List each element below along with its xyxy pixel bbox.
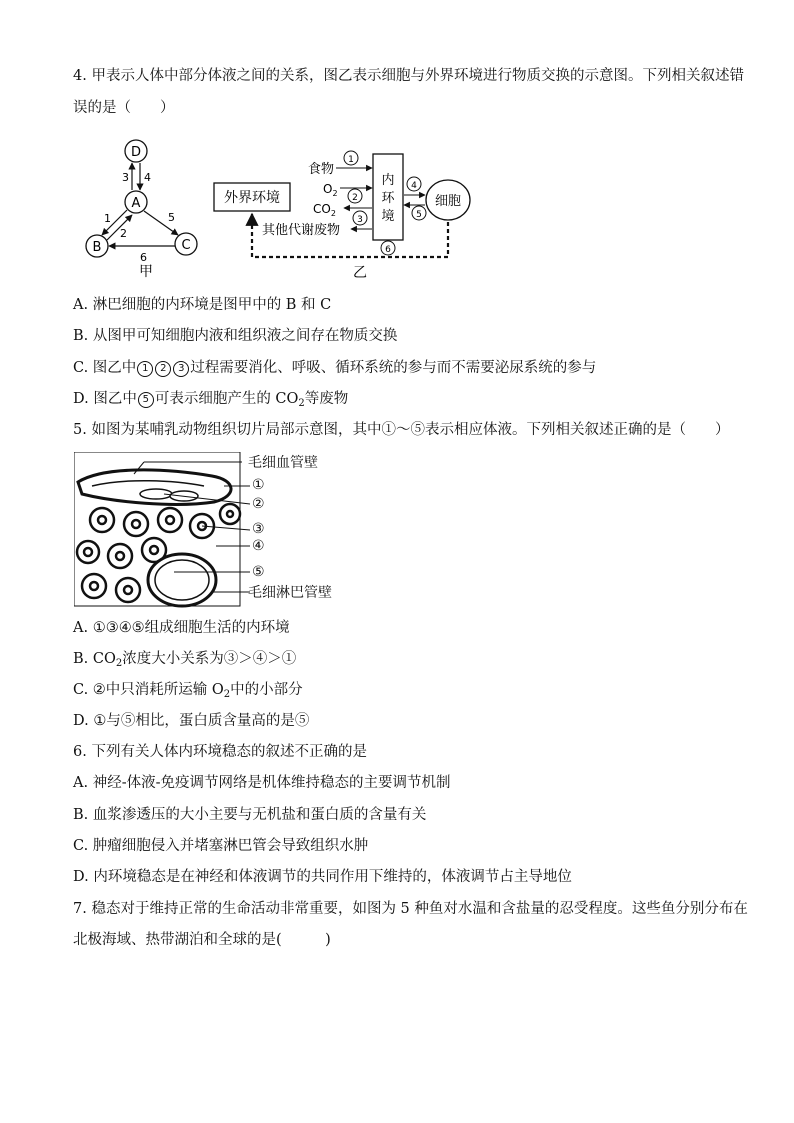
num-yi-4: 4 (411, 181, 417, 191)
q5-stem: 5. 如图为某哺乳动物组织切片局部示意图，其中①～⑤表示相应体液。下列相关叙述正确的是（ ） (73, 422, 730, 438)
q5-option-b-sub: 2 (115, 658, 123, 669)
label-5: 5 (168, 211, 175, 224)
caption-yi: 乙 (353, 265, 367, 281)
label-fluid-3: ③ (252, 521, 265, 537)
circled-2: 2 (155, 361, 171, 377)
q5-option-c (73, 680, 303, 705)
node-b-label: B (92, 240, 102, 255)
num-yi-2: 2 (352, 193, 358, 203)
q4-option-c-pre: C. 图乙中 (73, 360, 137, 376)
num-yi-6: 6 (385, 245, 391, 255)
o2-label: $O_2$ (323, 182, 338, 198)
label-capillary-wall: 毛细血管壁 (248, 455, 318, 471)
caption-jia: 甲 (139, 264, 153, 280)
q5-option-b-post: 浓度大小关系为③＞④＞① (122, 651, 297, 667)
q4-option-d-post: 等废物 (304, 391, 349, 407)
food-label: 食物 (308, 162, 335, 177)
inner-env-char-2: 环 (381, 191, 395, 206)
q4-option-c (73, 358, 596, 378)
label-6: 6 (140, 251, 147, 264)
q4-option-d (73, 389, 348, 414)
q4-option-d-pre: D. 图乙中 (73, 391, 137, 407)
label-1: 1 (104, 212, 111, 225)
diagram-yi (210, 140, 480, 285)
label-3: 3 (122, 171, 129, 184)
co2-label: $CO_2$ (313, 202, 336, 218)
label-fluid-5: ⑤ (252, 564, 265, 580)
q6-option-d: D. 内环境稳态是在神经和体液调节的共同作用下维持的，体液调节占主导地位 (73, 869, 572, 885)
num-yi-3: 3 (357, 215, 363, 225)
q5-option-c-sub: 2 (223, 689, 231, 700)
q5-option-c-pre: C. ②中只消耗所运输 O (73, 682, 224, 698)
label-lymph-wall: 毛细淋巴管壁 (248, 585, 332, 601)
q5-option-b-pre: B. CO (73, 651, 116, 667)
q4-option-a: A. 淋巴细胞的内环境是图甲中的 B 和 C (73, 297, 332, 313)
q7-stem-line1: 7. 稳态对于维持正常的生命活动非常重要，如图为 5 种鱼对水温和含盐量的忍受程度。这些鱼分别分布在 (73, 901, 748, 917)
num-yi-1: 1 (348, 155, 354, 165)
q5-option-d: D. ①与⑤相比，蛋白质含量高的是⑤ (73, 713, 310, 729)
cell-label: 细胞 (434, 194, 462, 209)
waste-label: 其他代谢废物 (262, 223, 341, 238)
q4-option-b: B. 从图甲可知细胞内液和组织液之间存在物质交换 (73, 328, 398, 344)
q7-stem-line2: 北极海域、热带湖泊和全球的是( ) (73, 932, 331, 948)
q6-option-c: C. 肿瘤细胞侵入并堵塞淋巴管会导致组织水肿 (73, 838, 369, 854)
circled-5: 5 (138, 392, 154, 408)
q4-stem-line1: 4. 甲表示人体中部分体液之间的关系，图乙表示细胞与外界环境进行物质交换的示意图。下列相关叙述错 (73, 68, 744, 84)
num-yi-5: 5 (416, 210, 422, 220)
q6-option-a: A. 神经-体液-免疫调节网络是机体维持稳态的主要调节机制 (73, 775, 451, 791)
q6-option-b: B. 血浆渗透压的大小主要与无机盐和蛋白质的含量有关 (73, 807, 427, 823)
circled-3: 3 (173, 361, 189, 377)
q4-option-c-post: 过程需要消化、呼吸、循环系统的参与而不需要泌尿系统的参与 (190, 360, 597, 376)
label-4: 4 (144, 171, 151, 184)
q6-stem: 6. 下列有关人体内环境稳态的叙述不正确的是 (73, 744, 367, 760)
diagram-jia (80, 136, 210, 286)
node-c-label: C (181, 238, 191, 253)
q5-option-b (73, 649, 296, 674)
outer-env-label: 外界环境 (224, 190, 280, 206)
label-fluid-2: ② (252, 496, 265, 512)
inner-env-char-3: 境 (381, 209, 395, 224)
q4-option-d-mid: 可表示细胞产生的 CO (154, 391, 299, 407)
q5-option-a: A. ①③④⑤组成细胞生活的内环境 (73, 620, 290, 636)
label-2: 2 (120, 227, 127, 240)
q5-option-c-post: 中的小部分 (230, 682, 303, 698)
q4-option-d-sub: 2 (298, 398, 305, 409)
node-d-label: D (130, 145, 142, 160)
label-fluid-1: ① (252, 477, 265, 493)
node-a-label: A (131, 196, 141, 211)
label-fluid-4: ④ (252, 538, 265, 554)
circled-1: 1 (137, 361, 153, 377)
q4-stem-line2: 误的是（ ） (73, 100, 175, 116)
inner-env-char-1: 内 (381, 173, 395, 188)
